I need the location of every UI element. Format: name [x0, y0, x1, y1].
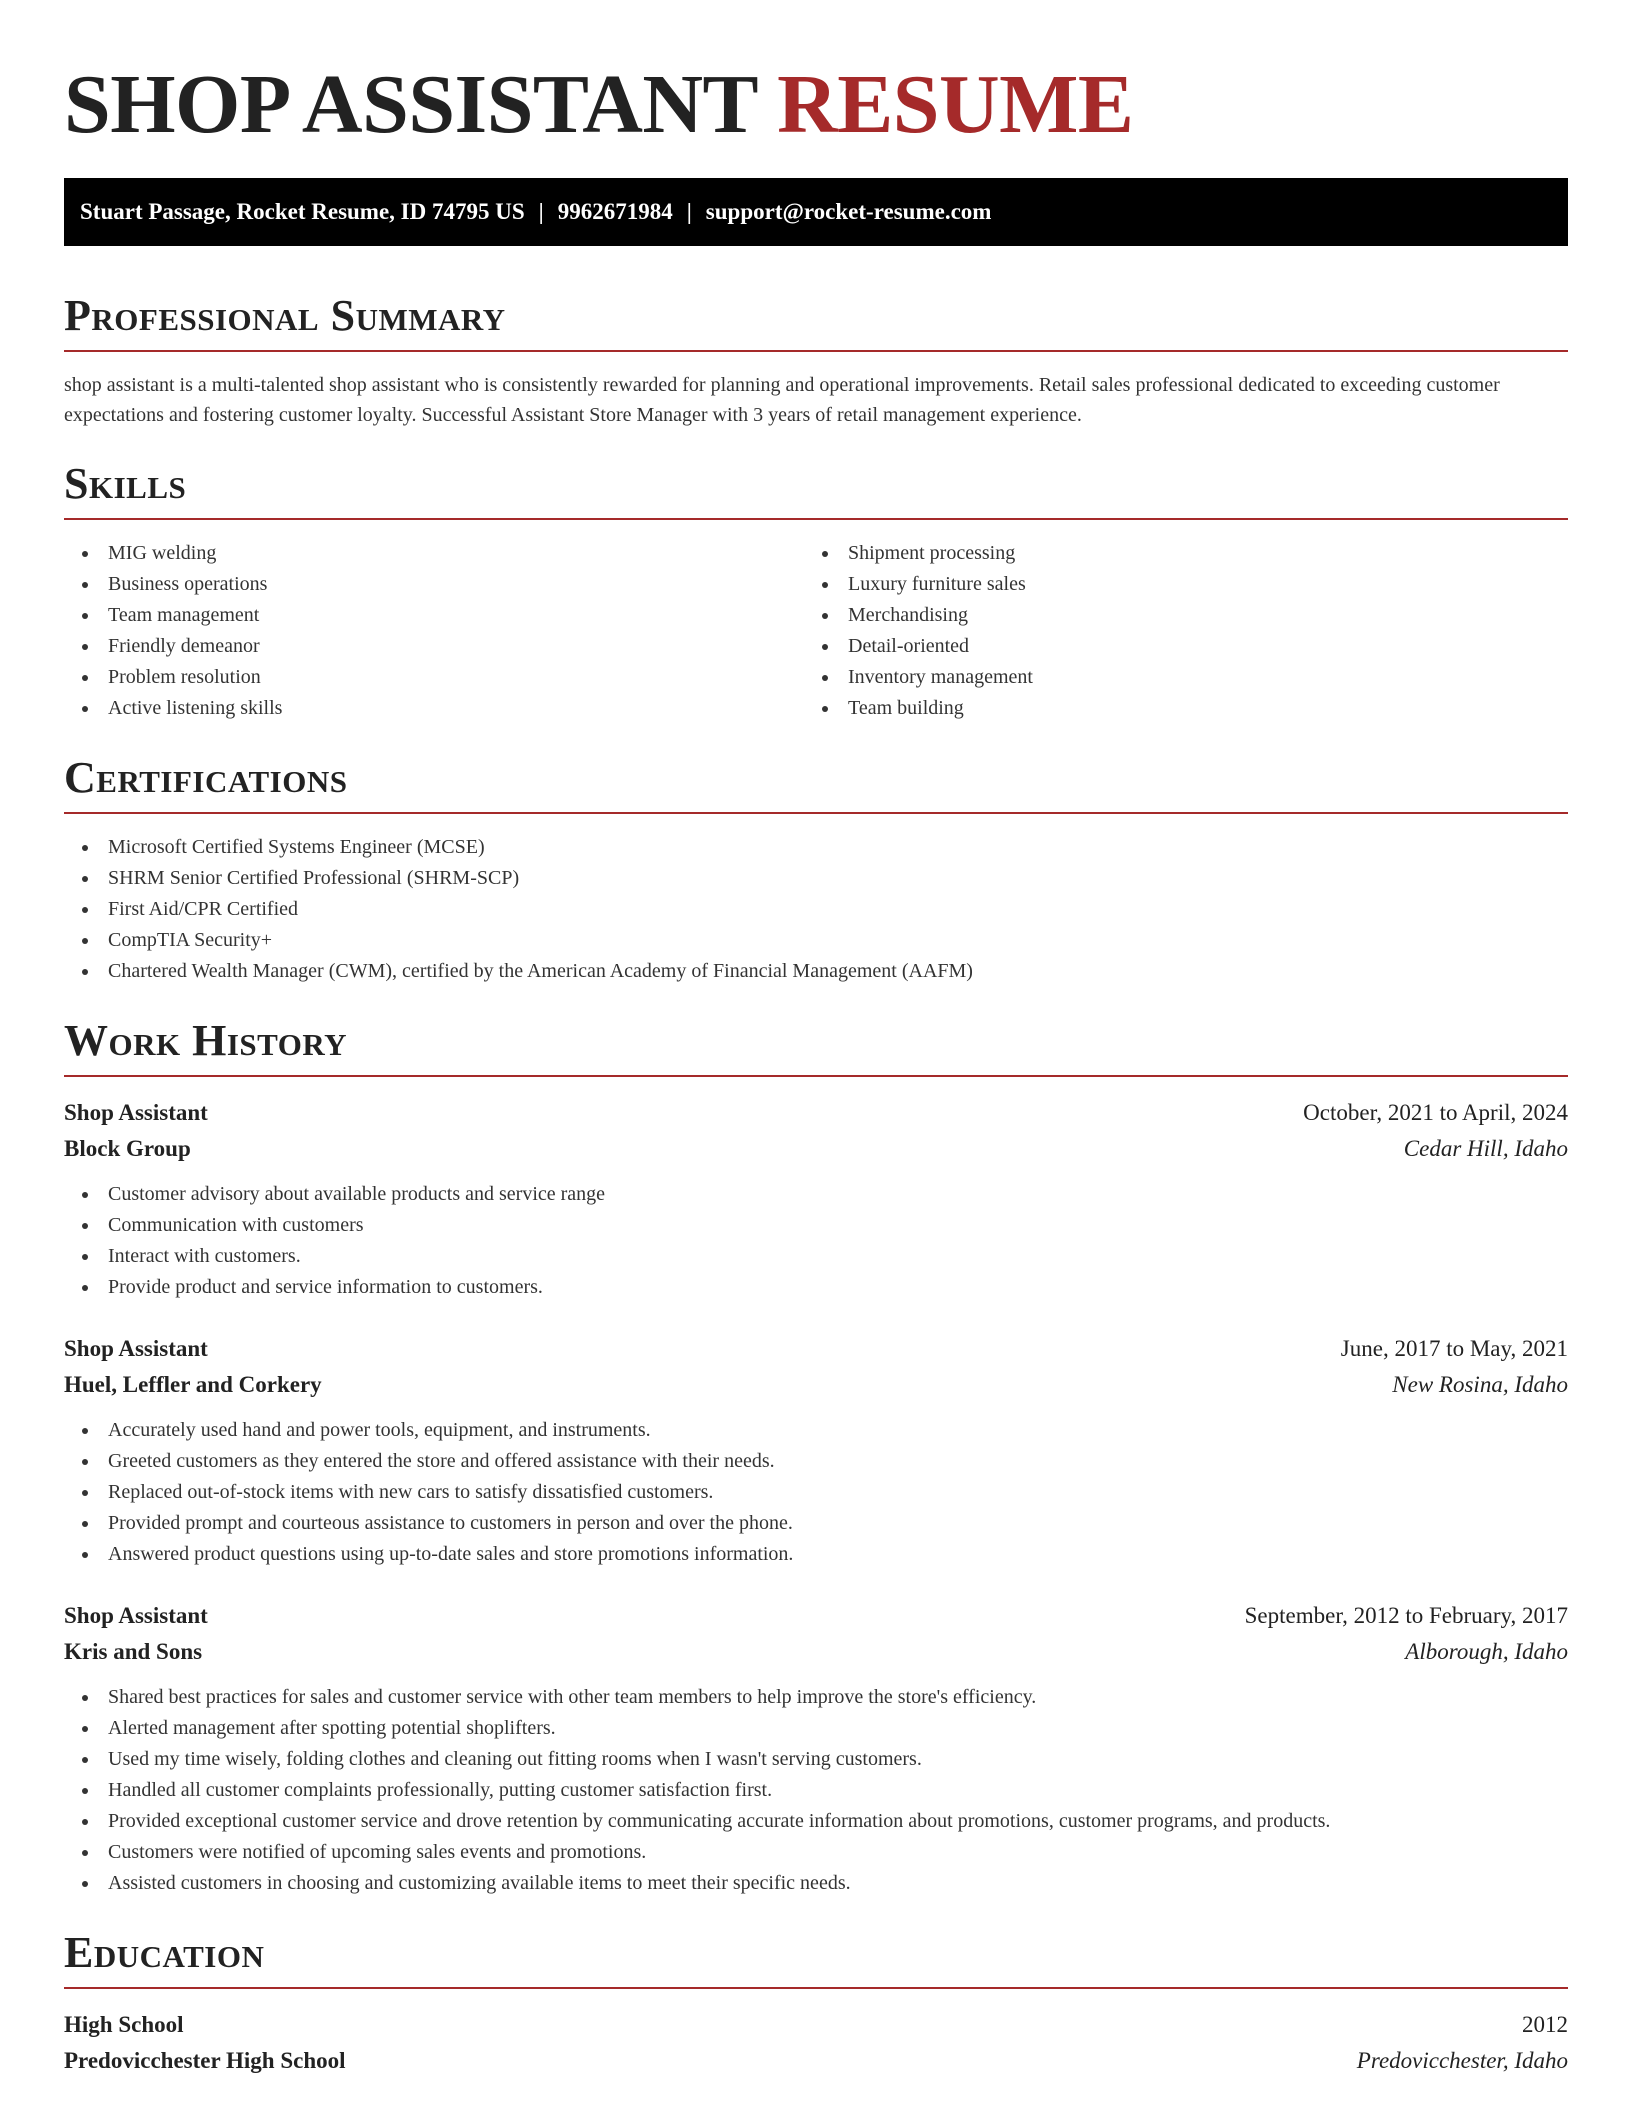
- job-duty: Customers were notified of upcoming sales events and promotions.: [64, 1837, 1568, 1868]
- certification-item: First Aid/CPR Certified: [64, 894, 1568, 925]
- job-title: Shop Assistant: [64, 1603, 208, 1628]
- job-duty: Communication with customers: [64, 1210, 1568, 1241]
- title-accent: RESUME: [777, 58, 1134, 151]
- job-company: Kris and Sons: [64, 1639, 203, 1664]
- skill-item: Detail-oriented: [804, 631, 1568, 662]
- job-duty: Customer advisory about available products and service range: [64, 1179, 1568, 1210]
- certifications-heading: Certifications: [64, 752, 1568, 814]
- certification-item: Chartered Wealth Manager (CWM), certified by the American Academy of Financial Management (AAFM): [64, 956, 1568, 987]
- job-location: Cedar Hill, Idaho: [1403, 1136, 1568, 1161]
- education-degree: High School: [64, 2012, 184, 2037]
- education-location: Predovicchester, Idaho: [1356, 2048, 1568, 2073]
- job-entry: [64, 1331, 1568, 1570]
- contact-phone: 9962671984: [557, 199, 673, 224]
- resume-title: [64, 60, 1568, 150]
- job-duty: Answered product questions using up-to-date sales and store promotions information.: [64, 1539, 1568, 1570]
- job-entry: [64, 1598, 1568, 1899]
- education-section: [64, 1927, 1568, 2079]
- skill-item: MIG welding: [64, 538, 804, 569]
- education-degree-row: [64, 2007, 1568, 2043]
- skill-item: Merchandising: [804, 600, 1568, 631]
- job-duty: Provided exceptional customer service and drove retention by communicating accurate information about promotions, customer programs, and products.: [64, 1806, 1568, 1837]
- job-header-row: [64, 1095, 1568, 1131]
- job-company-row: [64, 1367, 1568, 1403]
- certification-item: CompTIA Security+: [64, 925, 1568, 956]
- summary-section: [64, 290, 1568, 430]
- job-title: Shop Assistant: [64, 1100, 208, 1125]
- summary-text: shop assistant is a multi-talented shop assistant who is consistently rewarded for planning and operational improvements. Retail sales professional dedicated to exceeding customer expectations and fostering customer loyalty. Successful Assistant Store Manager with 3 years of retail management experience.: [64, 374, 1500, 426]
- job-company: Huel, Leffler and Corkery: [64, 1372, 322, 1397]
- skills-heading: Skills: [64, 458, 1568, 520]
- certification-item: SHRM Senior Certified Professional (SHRM-SCP): [64, 863, 1568, 894]
- contact-bar: [64, 178, 1568, 246]
- job-header-row: [64, 1598, 1568, 1634]
- certifications-section: [64, 752, 1568, 987]
- contact-email: support@rocket-resume.com: [705, 199, 992, 224]
- skill-item: Shipment processing: [804, 538, 1568, 569]
- job-dates: September, 2012 to February, 2017: [1244, 1603, 1568, 1628]
- title-main: SHOP ASSISTANT: [64, 58, 757, 151]
- job-dates: June, 2017 to May, 2021: [1340, 1336, 1568, 1361]
- skills-list-left: [64, 538, 804, 724]
- job-duty: Interact with customers.: [64, 1241, 1568, 1272]
- job-entry: [64, 1095, 1568, 1303]
- job-duty: Shared best practices for sales and customer service with other team members to help improve the store's efficiency.: [64, 1682, 1568, 1713]
- education-school: Predovicchester High School: [64, 2048, 346, 2073]
- skill-item: Inventory management: [804, 662, 1568, 693]
- work-history-section: [64, 1015, 1568, 1899]
- contact-separator: |: [686, 199, 692, 224]
- job-duty: Assisted customers in choosing and customizing available items to meet their specific needs.: [64, 1868, 1568, 1899]
- job-duty: Alerted management after spotting potential shoplifters.: [64, 1713, 1568, 1744]
- job-duties-list: [64, 1179, 1568, 1303]
- education-heading: Education: [64, 1927, 1568, 1989]
- job-header-row: [64, 1331, 1568, 1367]
- skill-item: Business operations: [64, 569, 804, 600]
- education-year: 2012: [1522, 2012, 1568, 2037]
- job-company-row: [64, 1634, 1568, 1670]
- job-location: Alborough, Idaho: [1405, 1639, 1568, 1664]
- skill-item: Team building: [804, 693, 1568, 724]
- certification-item: Microsoft Certified Systems Engineer (MCSE): [64, 832, 1568, 863]
- job-duty: Provide product and service information to customers.: [64, 1272, 1568, 1303]
- job-duty: Greeted customers as they entered the store and offered assistance with their needs.: [64, 1446, 1568, 1477]
- job-duty: Replaced out-of-stock items with new cars to satisfy dissatisfied customers.: [64, 1477, 1568, 1508]
- job-title: Shop Assistant: [64, 1336, 208, 1361]
- skill-item: Team management: [64, 600, 804, 631]
- job-duties-list: [64, 1682, 1568, 1899]
- contact-separator: |: [538, 199, 544, 224]
- job-location: New Rosina, Idaho: [1392, 1372, 1568, 1397]
- skills-list-right: [804, 538, 1568, 724]
- job-dates: October, 2021 to April, 2024: [1303, 1100, 1568, 1125]
- job-duty: Used my time wisely, folding clothes and cleaning out fitting rooms when I wasn't serving customers.: [64, 1744, 1568, 1775]
- skill-item: Active listening skills: [64, 693, 804, 724]
- job-duty: Provided prompt and courteous assistance to customers in person and over the phone.: [64, 1508, 1568, 1539]
- skill-item: Friendly demeanor: [64, 631, 804, 662]
- contact-address: Stuart Passage, Rocket Resume, ID 74795 US: [80, 199, 525, 224]
- job-duty: Accurately used hand and power tools, equipment, and instruments.: [64, 1415, 1568, 1446]
- skill-item: Problem resolution: [64, 662, 804, 693]
- job-duty: Handled all customer complaints professionally, putting customer satisfaction first.: [64, 1775, 1568, 1806]
- work-history-heading: Work History: [64, 1015, 1568, 1077]
- job-duties-list: [64, 1415, 1568, 1570]
- skills-section: [64, 458, 1568, 724]
- skill-item: Luxury furniture sales: [804, 569, 1568, 600]
- certifications-list: [64, 832, 1568, 987]
- job-company-row: [64, 1131, 1568, 1167]
- education-school-row: [64, 2043, 1568, 2079]
- summary-heading: Professional Summary: [64, 290, 1568, 352]
- skills-grid: [64, 538, 1568, 724]
- job-company: Block Group: [64, 1136, 191, 1161]
